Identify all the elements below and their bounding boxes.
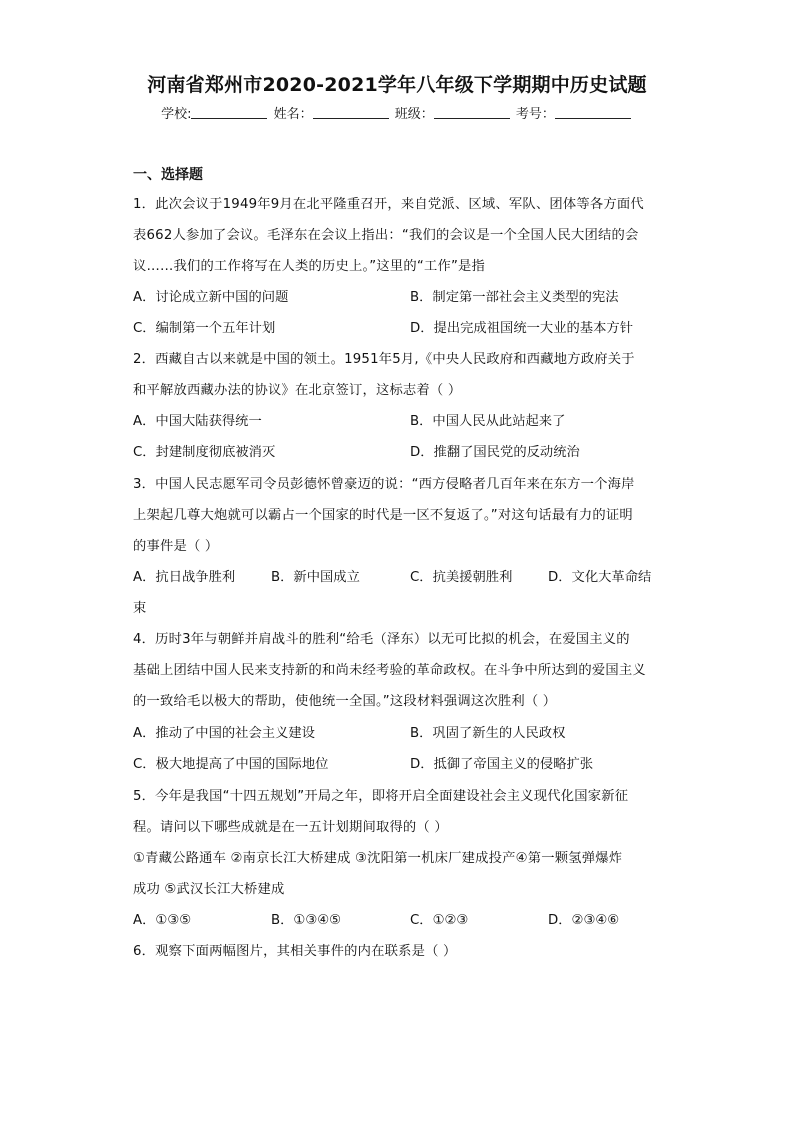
question-5-line-2: 程。请问以下哪些成就是在一五计划期间取得的（ ） [133,820,448,835]
q1-option-a[interactable]: A．讨论成立新中国的问题 [133,290,289,305]
question-3-line-1: 3．中国人民志愿军司令员彭德怀曾豪迈的说：“西方侵略者几百年来在东方一个海岸 [133,477,635,492]
question-5-line-1: 5．今年是我国“十四五规划”开局之年，即将开启全面建设社会主义现代化国家新征 [133,789,629,804]
exam-no-blank[interactable] [555,106,631,119]
q4-option-b[interactable]: B．巩固了新生的人民政权 [410,726,566,741]
page-title: 河南省郑州市2020-2021学年八年级下学期期中历史试题 [147,74,647,96]
question-4-line-3: 的一致给毛以极大的帮助，使他统一全国。”这段材料强调这次胜利（ ） [133,694,557,709]
question-3-line-3: 的事件是（ ） [133,539,219,554]
exam-no-label: 考号： [515,107,555,122]
name-label: 姓名： [273,107,313,122]
question-3-line-2: 上架起几尊大炮就可以霸占一个国家的时代是一区不复返了。”对这句话最有力的证明 [133,508,633,523]
question-4-line-2: 基础上团结中国人民来支持新的和尚未经考验的革命政权。在斗争中所达到的爱国主义 [133,663,646,678]
school-blank[interactable] [191,106,267,119]
q1-option-c[interactable]: C．编制第一个五年计划 [133,321,276,336]
question-2-line-1: 2．西藏自古以来就是中国的领土。1951年5月,《中央人民政府和西藏地方政府关于 [133,352,635,367]
q4-option-a[interactable]: A．推动了中国的社会主义建设 [133,726,315,741]
q5-option-a[interactable]: A．①③⑤ [133,913,192,928]
section-heading: 一、选择题 [133,167,203,183]
question-1-line-3: 议……我们的工作将写在人类的历史上。”这里的“工作”是指 [133,259,486,274]
class-blank[interactable] [434,106,510,119]
student-info-row [0,103,794,122]
q3-option-c[interactable]: C．抗美援朝胜利 [410,570,513,585]
q4-option-d[interactable]: D．抵御了帝国主义的侵略扩张 [410,757,594,772]
q1-option-d[interactable]: D．提出完成祖国统一大业的基本方针 [410,321,633,336]
q2-option-b[interactable]: B．中国人民从此站起来了 [410,414,566,429]
class-label: 班级： [394,107,434,122]
question-2-line-2: 和平解放西藏办法的协议》在北京签订，这标志着（ ） [133,383,462,398]
school-label: 学校: [161,107,192,122]
q5-option-c[interactable]: C．①②③ [410,913,469,928]
q2-option-d[interactable]: D．推翻了国民党的反动统治 [410,445,580,460]
q4-option-c[interactable]: C．极大地提高了中国的国际地位 [133,757,329,772]
q3-option-b[interactable]: B．新中国成立 [271,570,360,585]
q2-option-c[interactable]: C．封建制度彻底被消灭 [133,445,276,460]
question-4-line-1: 4．历时3年与朝鲜并肩战斗的胜利“给毛（泽东）以无可比拟的机会，在爱国主义的 [133,632,630,647]
question-1-line-1: 1．此次会议于1949年9月在北平隆重召开，来自党派、区域、军队、团体等各方面代 [133,197,644,212]
q5-option-b[interactable]: B．①③④⑤ [271,913,342,928]
question-5-line-3: ①青藏公路通车 ②南京长江大桥建成 ③沈阳第一机床厂建成投产④第一颗氢弹爆炸 [133,851,623,866]
q3-option-d-wrap: 束 [133,601,147,616]
q1-option-b[interactable]: B．制定第一部社会主义类型的宪法 [410,290,619,305]
q2-option-a[interactable]: A．中国大陆获得统一 [133,414,262,429]
q5-option-d[interactable]: D．②③④⑥ [548,913,620,928]
name-blank[interactable] [313,106,389,119]
q3-option-a[interactable]: A．抗日战争胜利 [133,570,236,585]
q3-option-d[interactable]: D．文化大革命结 [548,570,652,585]
question-1-line-2: 表662人参加了会议。毛泽东在会议上指出：“我们的会议是一个全国人民大团结的会 [133,228,639,243]
question-5-line-4: 成功 ⑤武汉长江大桥建成 [133,882,285,897]
question-6-line-1: 6．观察下面两幅图片，其相关事件的内在联系是（ ） [133,944,457,959]
